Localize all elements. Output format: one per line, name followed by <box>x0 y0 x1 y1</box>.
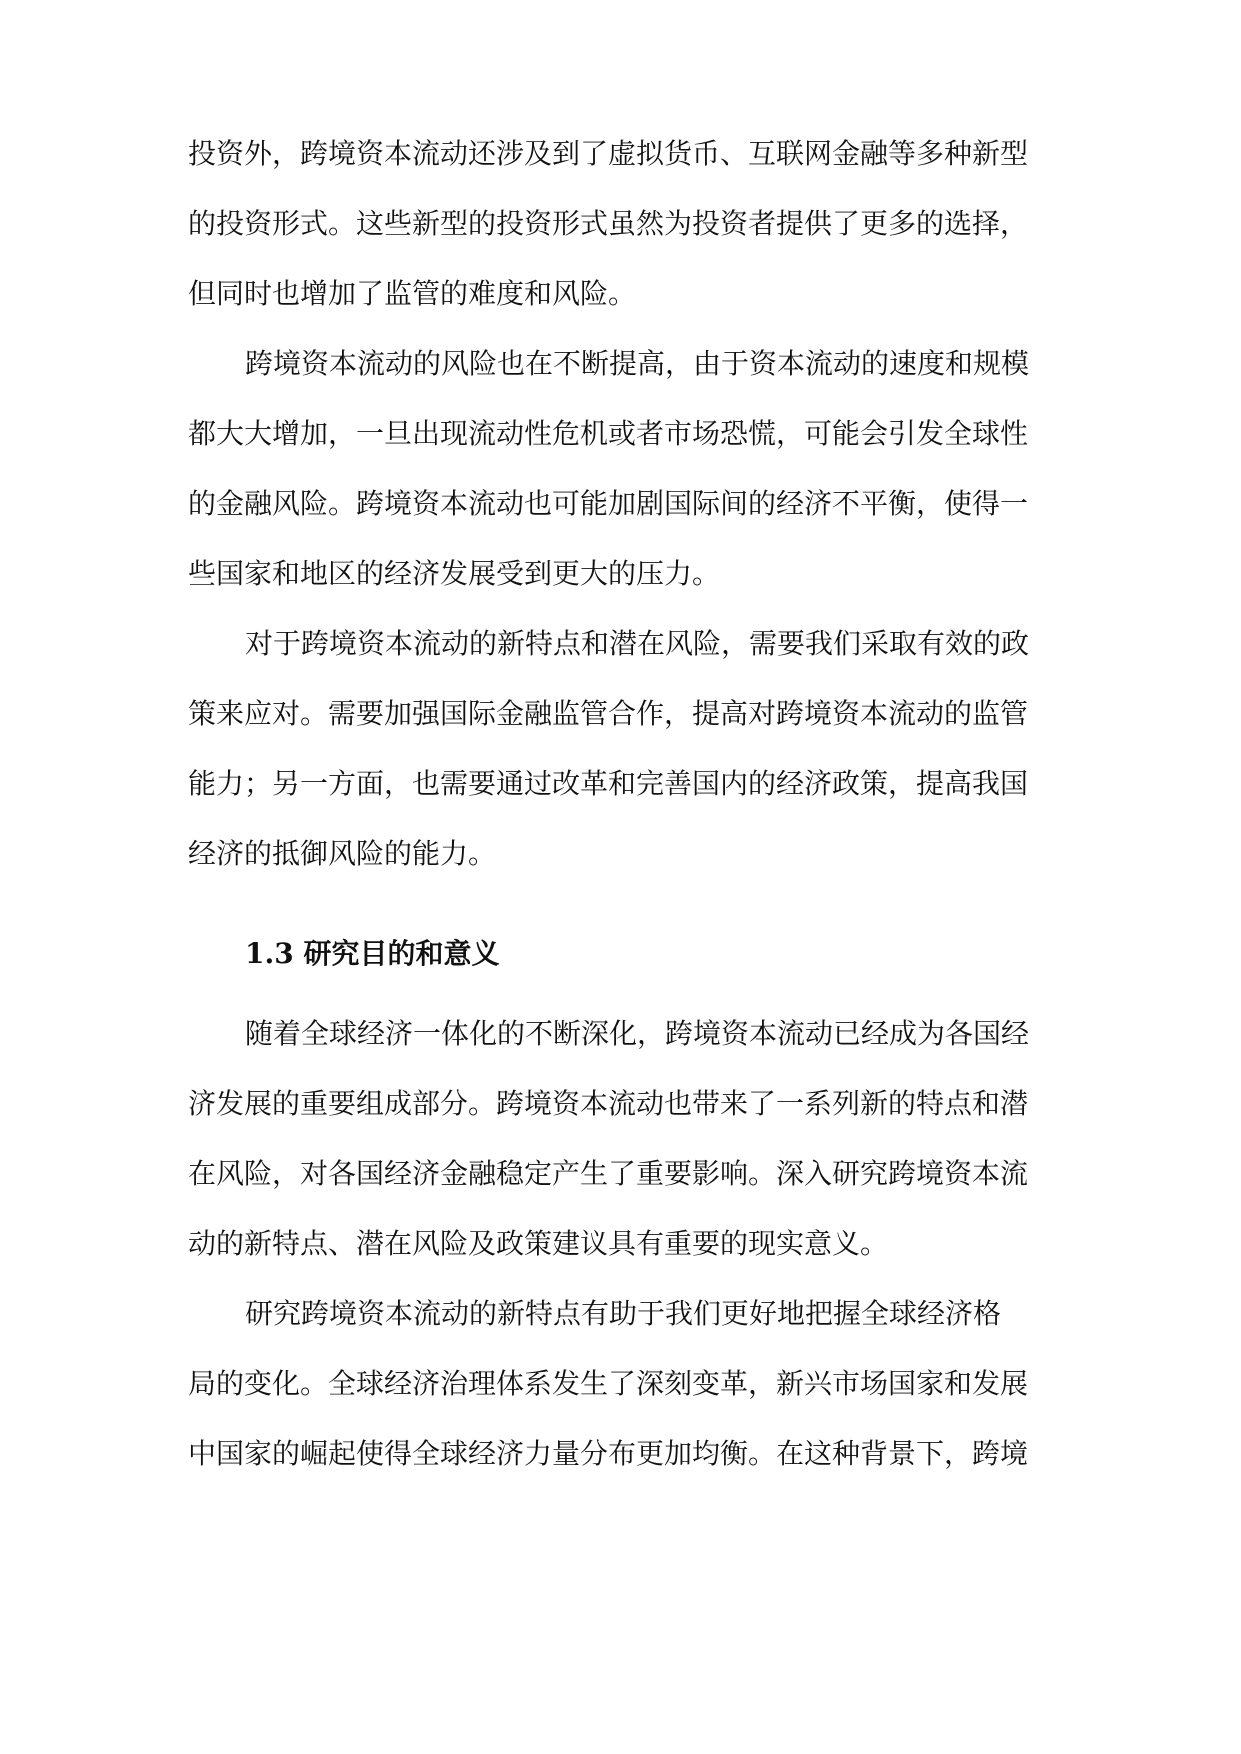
paragraph-line: 的金融风险。跨境资本流动也可能加剧国际间的经济不平衡，使得一 <box>188 487 1029 520</box>
paragraph-line: 些国家和地区的经济发展受到更大的压力。 <box>188 557 721 590</box>
paragraph-line: 在风险，对各国经济金融稳定产生了重要影响。深入研究跨境资本流 <box>188 1157 1029 1190</box>
paragraph-line: 济发展的重要组成部分。跨境资本流动也带来了一系列新的特点和潜 <box>188 1087 1029 1120</box>
paragraph-line: 能力；另一方面，也需要通过改革和完善国内的经济政策，提高我国 <box>188 767 1029 800</box>
paragraph-line: 投资外，跨境资本流动还涉及到了虚拟货币、互联网金融等多种新型 <box>188 137 1029 170</box>
paragraph-line: 都大大增加，一旦出现流动性危机或者市场恐慌，可能会引发全球性 <box>188 417 1029 450</box>
paragraph-line: 局的变化。全球经济治理体系发生了深刻变革，新兴市场国家和发展 <box>188 1367 1029 1400</box>
paragraph-line: 经济的抵御风险的能力。 <box>188 837 497 870</box>
paragraph-line: 跨境资本流动的风险也在不断提高，由于资本流动的速度和规模 <box>245 347 1030 380</box>
paragraph-line: 策来应对。需要加强国际金融监管合作，提高对跨境资本流动的监管 <box>188 697 1029 730</box>
paragraph-line: 随着全球经济一体化的不断深化，跨境资本流动已经成为各国经 <box>245 1017 1030 1050</box>
paragraph-line: 动的新特点、潜在风险及政策建议具有重要的现实意义。 <box>188 1227 889 1260</box>
section-heading: 1.3 研究目的和意义 <box>245 937 500 970</box>
paragraph-line: 中国家的崛起使得全球经济力量分布更加均衡。在这种背景下，跨境 <box>188 1437 1029 1470</box>
paragraph-line: 的投资形式。这些新型的投资形式虽然为投资者提供了更多的选择， <box>188 207 1029 240</box>
paragraph-line: 研究跨境资本流动的新特点有助于我们更好地把握全球经济格 <box>245 1297 1002 1330</box>
paragraph-line: 但同时也增加了监管的难度和风险。 <box>188 277 637 310</box>
paragraph-line: 对于跨境资本流动的新特点和潜在风险，需要我们采取有效的政 <box>245 627 1030 660</box>
